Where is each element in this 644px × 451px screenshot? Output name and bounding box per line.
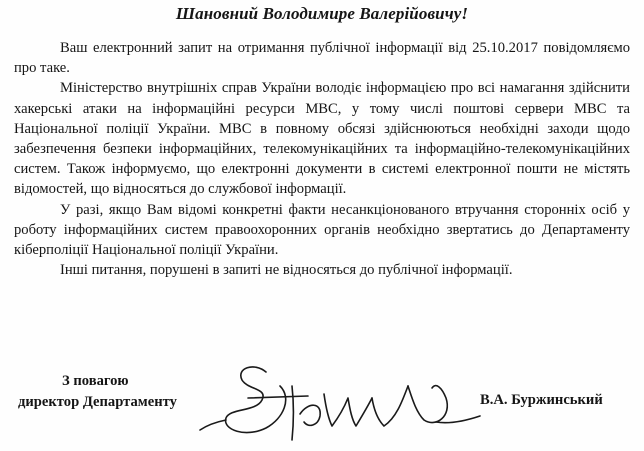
closing-block [18, 371, 177, 413]
letter-body [14, 38, 630, 280]
paragraph-cyberpolice-referral: У разі, якщо Вам відомі конкретні факти несанкціонованого втручання сторонніх осіб у роботу інформаційних систем правоохоронних органів необхідно звертатись до Департаменту кіберполіції Національної поліції України. [14, 201, 630, 259]
closing-regards: З повагою [62, 373, 129, 389]
paragraph-request-reference: Ваш електронний запит на отримання публічної інформації від 25.10.2017 повідомляємо про таке. [14, 40, 630, 77]
salutation: Шановний Володимире Валерійовичу! [175, 4, 469, 23]
paragraph-ministry-response: Міністерство внутрішніх справ України володіє інформацією про всі намагання здійснити хакерські атаки на інформаційні ресурси МВС, у тому числі поштові сервери МВС та Національної поліції України. МВС в повному обсязі здійснюються необхідні заходи щодо забезпечення безпеки інформаційних, телекомунікаційних та інформаційно-телекомунікаційних систем. Також інформуємо, що електронні документи в системі електронної пошти не містять відомостей, що відносяться до службової інформації. [14, 80, 630, 198]
paragraph-other-questions: Інші питання, порушені в запиті не відносяться до публічної інформації. [60, 262, 513, 279]
signer-name: В.А. Буржинський [480, 392, 603, 408]
handwritten-signature [196, 358, 486, 450]
signer-position: директор Департаменту [18, 394, 177, 410]
